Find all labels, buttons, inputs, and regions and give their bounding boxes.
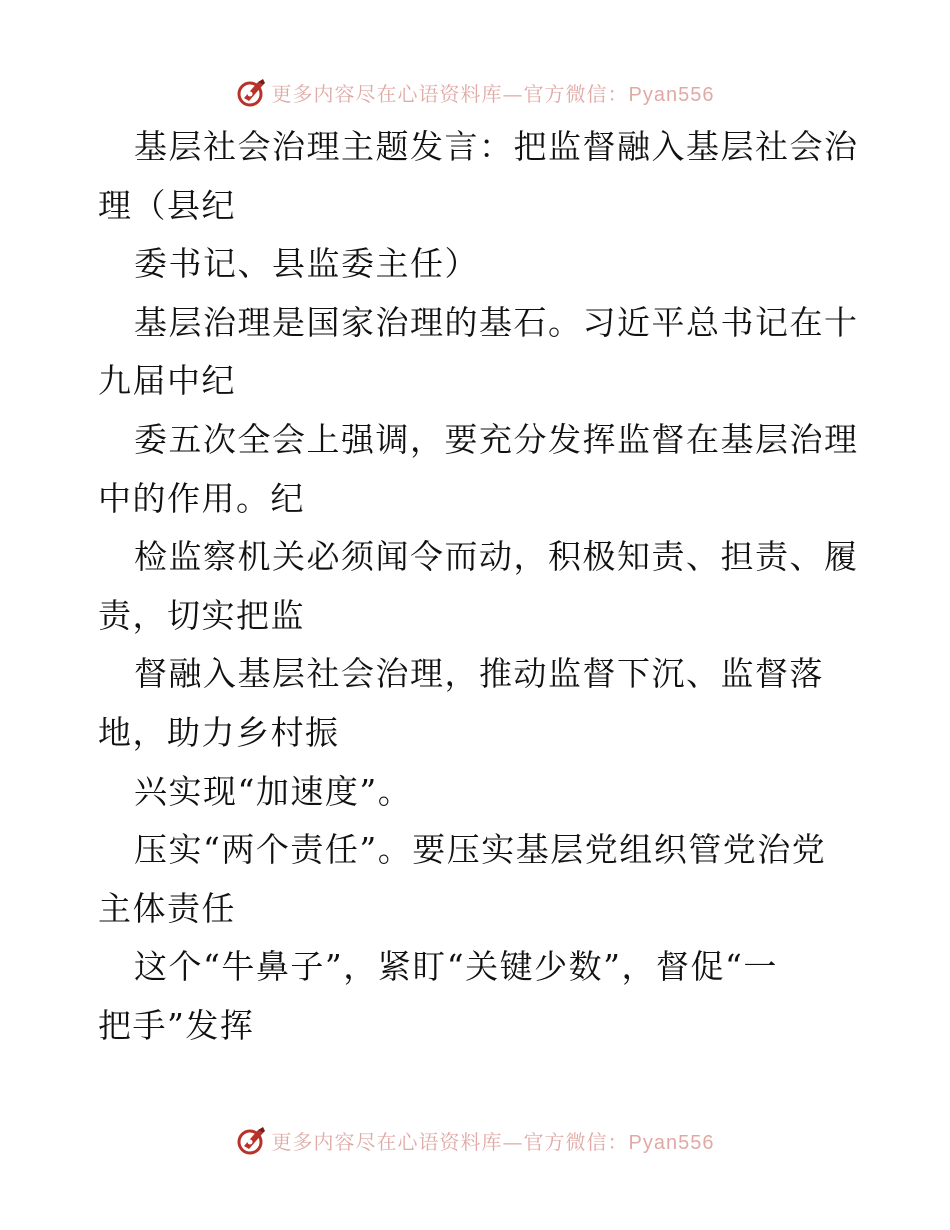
watermark-text: 更多内容尽在心语资料库—官方微信：Pyan556 (271, 81, 715, 106)
document-body (98, 118, 858, 1056)
paragraph-line: 基层治理是国家治理的基石。习近平总书记在十 (134, 302, 859, 342)
paragraph-line: 责，切实把监 (98, 595, 305, 635)
watermark-text: 更多内容尽在心语资料库—官方微信：Pyan556 (271, 1129, 715, 1154)
pen-logo-icon (236, 1124, 268, 1156)
paragraph-line: 这个“牛鼻子”，紧盯“关键少数”，督促“一 (134, 947, 778, 987)
paragraph-line: 九届中纪 (98, 361, 236, 401)
watermark-wechat-id: Pyan556 (628, 83, 715, 106)
paragraph-line: 督融入基层社会治理，推动监督下沉、监督落 (134, 654, 824, 694)
paragraph-line: 委五次全会上强调，要充分发挥监督在基层治理 (134, 419, 859, 459)
paragraph-line: 委书记、县监委主任） (134, 244, 479, 284)
paragraph-line: 压实“两个责任”。要压实基层党组织管党治党 (134, 830, 827, 870)
paragraph-line: 中的作用。纪 (98, 478, 305, 518)
paragraph-line: 理（县纪 (98, 185, 236, 225)
paragraph-line: 把手”发挥 (98, 1005, 255, 1045)
watermark-wechat-id: Pyan556 (628, 1131, 715, 1154)
header-watermark (0, 72, 950, 112)
paragraph-line: 基层社会治理主题发言：把监督融入基层社会治 (134, 127, 859, 166)
pen-logo-icon (236, 76, 268, 108)
paragraph-line: 兴实现“加速度”。 (134, 771, 413, 811)
paragraph-line: 检监察机关必须闻令而动，积极知责、担责、履 (134, 537, 859, 577)
paragraph-line: 主体责任 (98, 888, 236, 928)
paragraph-line: 地，助力乡村振 (98, 712, 340, 752)
footer-watermark (0, 1120, 950, 1160)
